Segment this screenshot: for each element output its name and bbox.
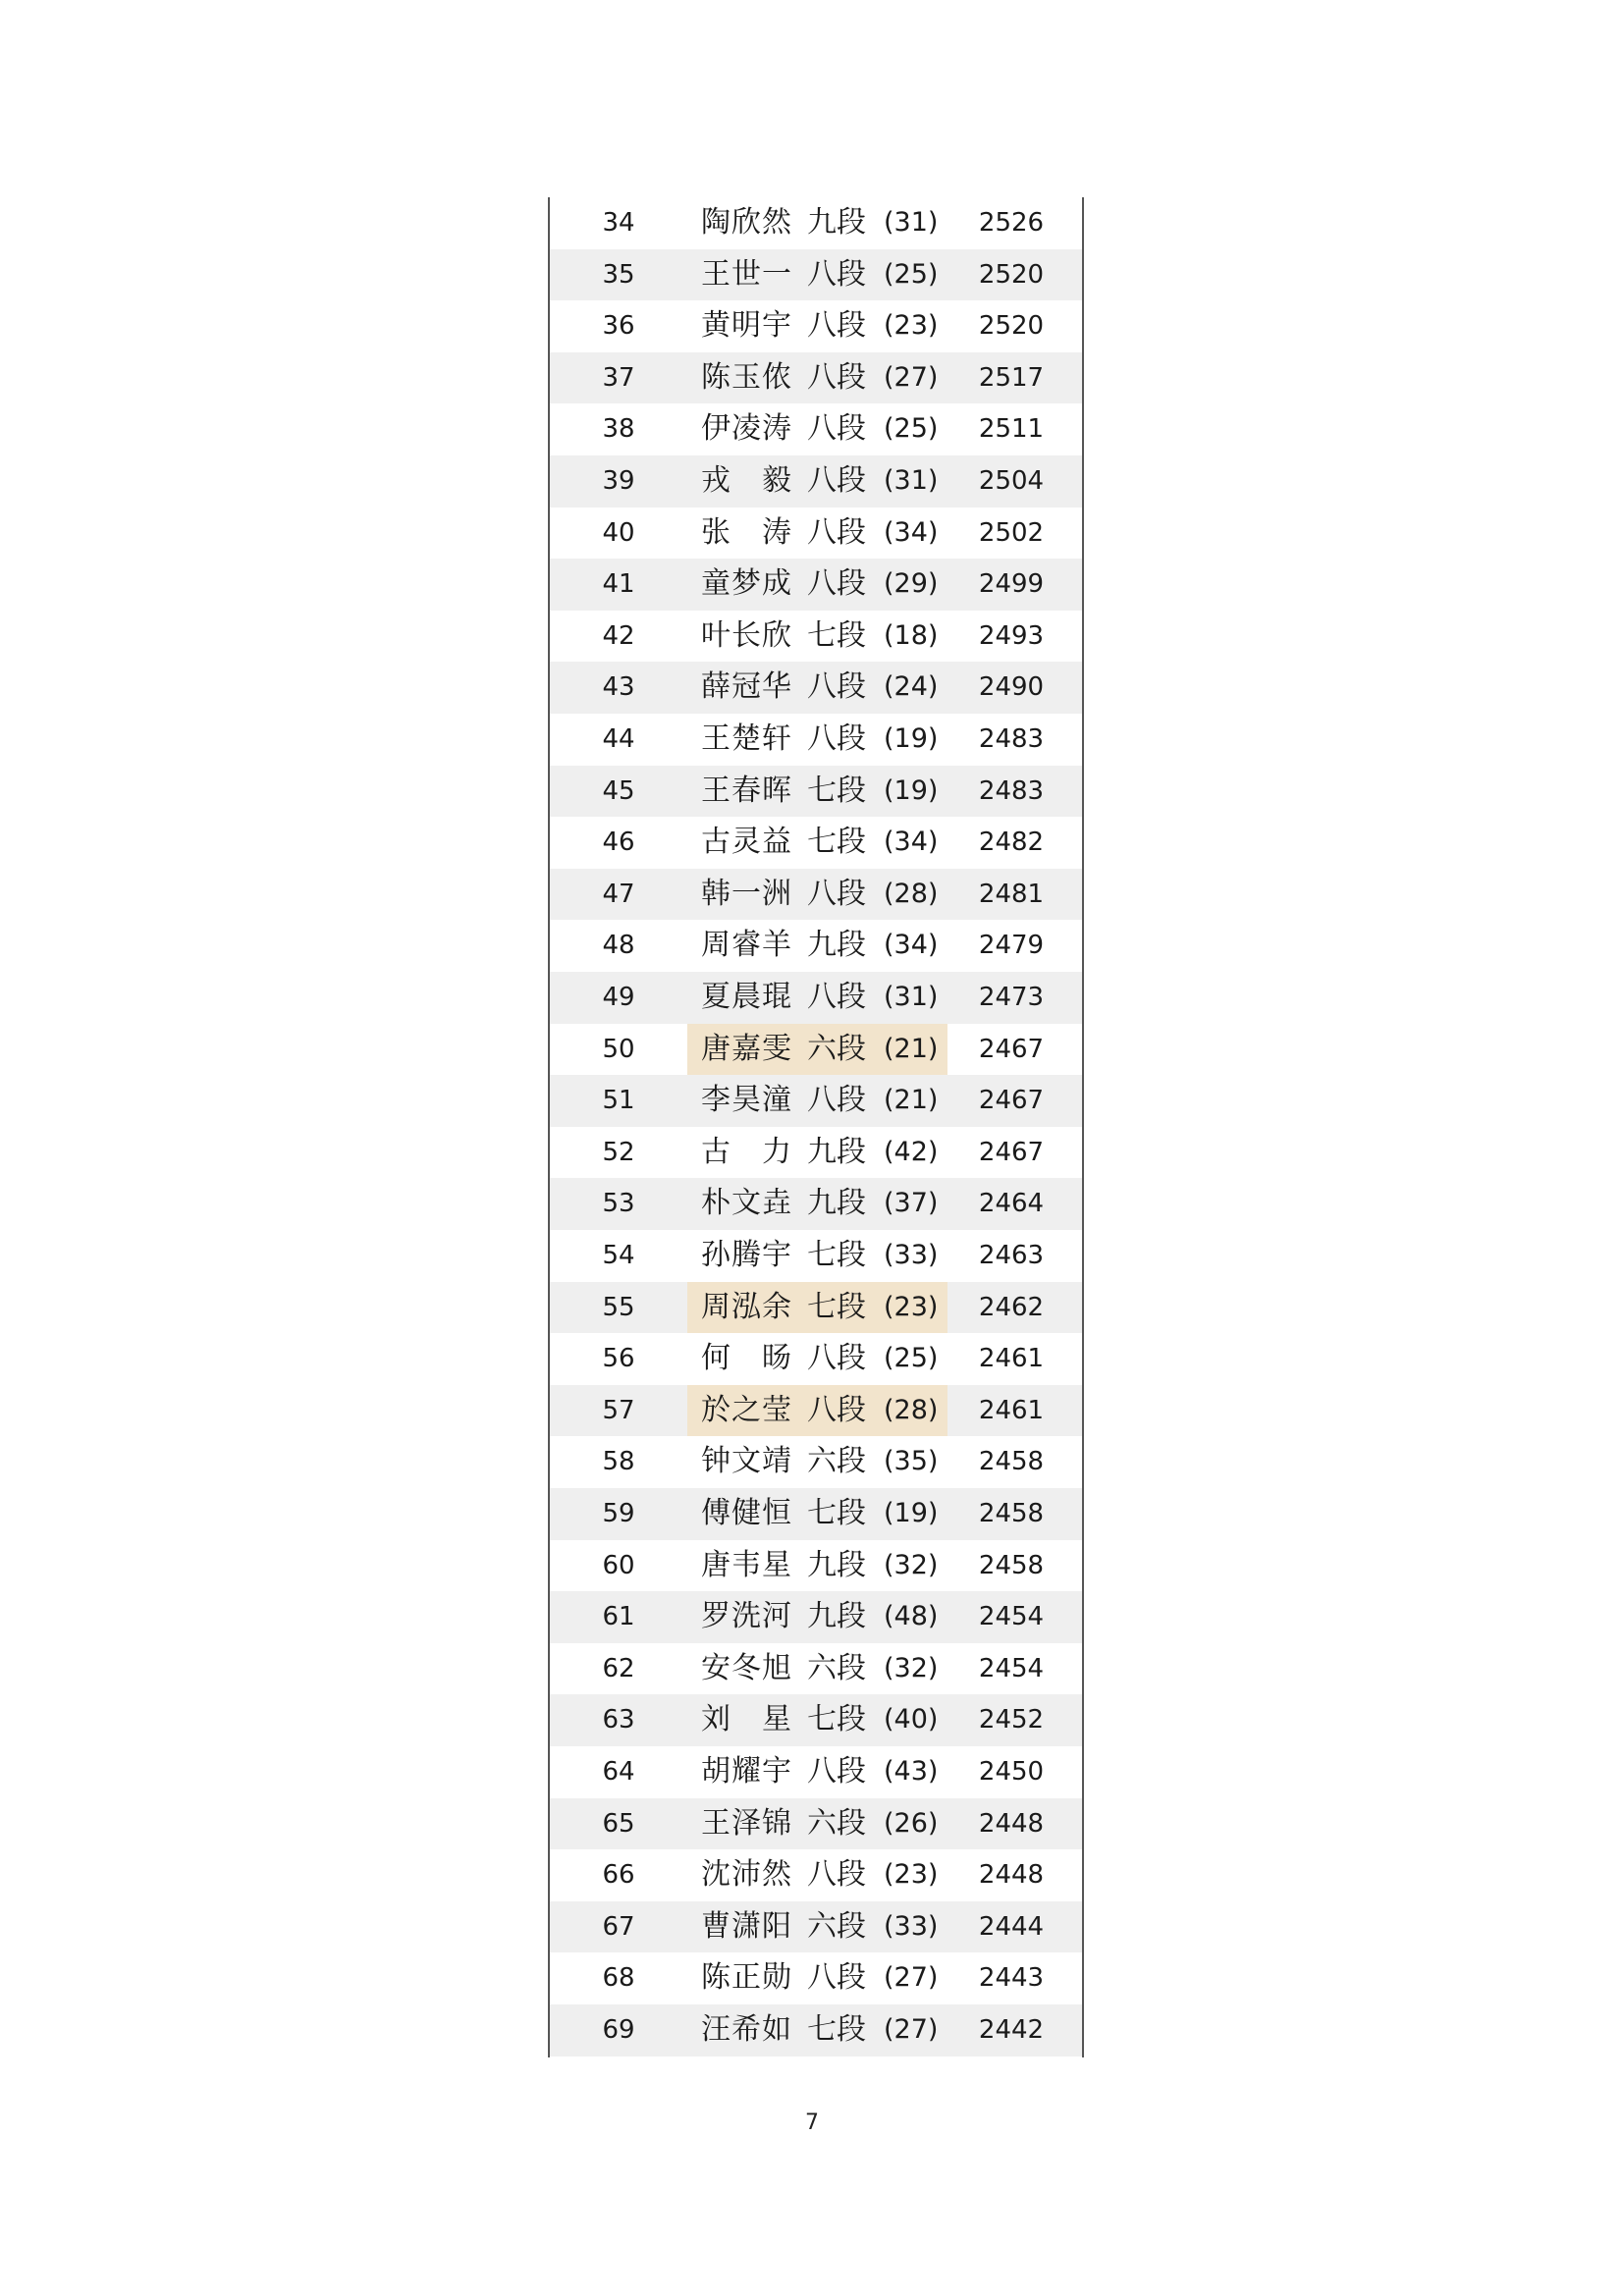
player-info <box>687 197 947 249</box>
player-name: 孙腾宇 <box>701 1238 791 1272</box>
rating-value: 2454 <box>978 1653 1045 1683</box>
dan-rank: 七段 <box>807 1238 866 1272</box>
player-age: (35) <box>884 1446 939 1477</box>
rank-cell: 41 <box>602 569 635 600</box>
rank-cell: 43 <box>602 672 635 703</box>
rating-value: 2464 <box>978 1189 1045 1219</box>
table-row <box>550 1436 1082 1488</box>
player-age: (42) <box>884 1136 939 1167</box>
rank-cell: 64 <box>602 1757 635 1787</box>
player-name: 童梦成 <box>701 566 791 602</box>
player-name: 胡耀宇 <box>701 1754 791 1789</box>
rating-value: 2479 <box>978 931 1045 961</box>
player-name: 伊凌涛 <box>701 411 791 447</box>
table-row <box>550 766 1082 818</box>
dan-rank: 八段 <box>807 514 866 550</box>
player-info <box>687 1901 947 1953</box>
player-name: 曹潇阳 <box>701 1908 791 1944</box>
table-row <box>550 1849 1082 1901</box>
player-info <box>687 662 947 714</box>
player-age: (21) <box>884 1033 939 1064</box>
player-info <box>687 1694 947 1746</box>
player-age: (32) <box>884 1549 939 1580</box>
rank-cell: 65 <box>602 1808 635 1839</box>
player-info <box>687 455 947 507</box>
table-row <box>550 1694 1082 1746</box>
table-row <box>550 559 1082 611</box>
table-row <box>550 611 1082 663</box>
dan-rank: 八段 <box>807 1960 866 1996</box>
player-age: (31) <box>884 207 939 238</box>
player-age: (25) <box>884 413 939 445</box>
rating-value: 2458 <box>978 1499 1045 1528</box>
dan-rank: 八段 <box>807 463 866 498</box>
rank-cell: 60 <box>602 1550 635 1580</box>
rating-value: 2473 <box>978 983 1045 1012</box>
player-name: 李昊潼 <box>701 1083 791 1118</box>
player-name: 沈沛然 <box>701 1857 791 1893</box>
player-info <box>687 1798 947 1850</box>
highlighted-player <box>687 1282 947 1334</box>
player-name: 安冬旭 <box>701 1650 791 1685</box>
table-row <box>550 1282 1082 1334</box>
rating-value: 2461 <box>978 1344 1045 1374</box>
player-age: (34) <box>884 930 939 961</box>
player-info <box>687 1591 947 1643</box>
table-row <box>550 972 1082 1024</box>
table-row <box>550 1333 1082 1385</box>
dan-rank: 九段 <box>807 205 866 240</box>
player-age: (43) <box>884 1756 939 1787</box>
rank-cell: 69 <box>602 2015 635 2045</box>
table-row <box>550 1385 1082 1437</box>
player-age: (32) <box>884 1652 939 1683</box>
rank-cell: 53 <box>602 1189 635 1219</box>
player-age: (31) <box>884 982 939 1012</box>
rank-cell: 37 <box>602 362 635 393</box>
table-row <box>550 2004 1082 2056</box>
player-info <box>687 1488 947 1540</box>
dan-rank: 六段 <box>807 1444 866 1479</box>
dan-rank: 八段 <box>807 1754 866 1789</box>
rank-cell: 63 <box>602 1705 635 1735</box>
player-age: (37) <box>884 1188 939 1219</box>
dan-rank: 八段 <box>807 1083 866 1118</box>
player-name: 王泽锦 <box>701 1805 791 1841</box>
dan-rank: 八段 <box>807 359 866 395</box>
rank-cell: 48 <box>602 931 635 961</box>
rank-cell: 66 <box>602 1860 635 1891</box>
player-age: (34) <box>884 827 939 858</box>
player-info <box>687 611 947 663</box>
rank-cell: 57 <box>602 1395 635 1425</box>
player-info <box>687 1849 947 1901</box>
player-age: (23) <box>884 310 939 342</box>
rating-value: 2442 <box>978 2015 1045 2045</box>
rank-cell: 50 <box>602 1034 635 1064</box>
player-info <box>687 300 947 352</box>
rank-cell: 55 <box>602 1292 635 1322</box>
player-name: 夏晨琨 <box>701 980 791 1014</box>
player-info <box>687 920 947 972</box>
player-name: 叶长欣 <box>701 617 791 653</box>
highlighted-player <box>687 1024 947 1076</box>
rating-value: 2458 <box>978 1550 1045 1580</box>
rating-value: 2520 <box>978 311 1045 342</box>
dan-rank: 八段 <box>807 308 866 344</box>
dan-rank: 七段 <box>807 1702 866 1737</box>
player-name: 王楚轩 <box>701 721 791 756</box>
rank-cell: 62 <box>602 1653 635 1683</box>
player-info <box>687 766 947 818</box>
player-age: (19) <box>884 774 939 806</box>
player-age: (28) <box>884 878 939 909</box>
dan-rank: 六段 <box>807 1908 866 1944</box>
player-name: 周泓余 <box>701 1289 791 1324</box>
dan-rank: 八段 <box>807 669 866 705</box>
rating-value: 2462 <box>978 1292 1045 1322</box>
player-info <box>687 1333 947 1385</box>
dan-rank: 七段 <box>807 825 866 860</box>
table-row <box>550 1178 1082 1230</box>
rank-cell: 58 <box>602 1447 635 1477</box>
rating-value: 2481 <box>978 879 1045 909</box>
player-name: 张涛 <box>701 514 791 550</box>
rank-cell: 49 <box>602 983 635 1012</box>
player-age: (34) <box>884 516 939 548</box>
player-info <box>687 1540 947 1592</box>
player-age: (25) <box>884 1343 939 1374</box>
player-name: 刘星 <box>701 1702 791 1737</box>
rating-value: 2511 <box>978 414 1045 445</box>
player-name: 黄明宇 <box>701 308 791 344</box>
table-row <box>550 920 1082 972</box>
dan-rank: 八段 <box>807 566 866 602</box>
table-row <box>550 1540 1082 1592</box>
rating-value: 2517 <box>978 362 1045 393</box>
player-age: (25) <box>884 258 939 290</box>
player-info <box>687 714 947 766</box>
table-row <box>550 1075 1082 1127</box>
rating-value: 2504 <box>978 466 1045 496</box>
rating-table <box>548 197 1084 2057</box>
rank-cell: 42 <box>602 620 635 651</box>
player-age: (27) <box>884 1962 939 1994</box>
dan-rank: 七段 <box>807 1496 866 1530</box>
highlighted-player <box>687 1385 947 1437</box>
player-age: (28) <box>884 1394 939 1425</box>
rating-value: 2483 <box>978 724 1045 754</box>
player-info <box>687 249 947 301</box>
player-info <box>687 403 947 455</box>
player-name: 汪希如 <box>701 2012 791 2047</box>
player-age: (21) <box>884 1085 939 1116</box>
player-info <box>687 1952 947 2004</box>
player-info <box>687 1643 947 1695</box>
rank-cell: 38 <box>602 414 635 445</box>
dan-rank: 九段 <box>807 1547 866 1582</box>
player-age: (26) <box>884 1807 939 1839</box>
dan-rank: 七段 <box>807 1289 866 1324</box>
player-name: 於之莹 <box>701 1392 791 1427</box>
player-info <box>687 817 947 869</box>
table-row <box>550 1488 1082 1540</box>
table-row <box>550 507 1082 560</box>
player-name: 傅健恒 <box>701 1496 791 1530</box>
dan-rank: 八段 <box>807 256 866 292</box>
player-info <box>687 559 947 611</box>
page-number: 7 <box>805 2110 819 2135</box>
player-name: 古力 <box>701 1134 791 1169</box>
player-name: 陶欣然 <box>701 205 791 240</box>
table-row <box>550 869 1082 921</box>
rating-value: 2482 <box>978 828 1045 858</box>
player-info <box>687 1230 947 1282</box>
table-row <box>550 249 1082 301</box>
dan-rank: 六段 <box>807 1031 866 1066</box>
table-row <box>550 1591 1082 1643</box>
rating-value: 2443 <box>978 1963 1045 1994</box>
rating-value: 2454 <box>978 1602 1045 1632</box>
rating-value: 2452 <box>978 1705 1045 1735</box>
rank-cell: 44 <box>602 724 635 754</box>
player-age: (31) <box>884 465 939 496</box>
table-row <box>550 1746 1082 1798</box>
player-name: 古灵益 <box>701 825 791 860</box>
table-row <box>550 300 1082 352</box>
player-age: (27) <box>884 361 939 393</box>
player-name: 陈正勋 <box>701 1960 791 1996</box>
rating-value: 2490 <box>978 672 1045 703</box>
table-row <box>550 662 1082 714</box>
rank-cell: 36 <box>602 311 635 342</box>
rank-cell: 67 <box>602 1911 635 1942</box>
table-row <box>550 455 1082 507</box>
player-name: 王世一 <box>701 256 791 292</box>
rating-value: 2499 <box>978 569 1045 600</box>
rating-value: 2448 <box>978 1860 1045 1891</box>
rank-cell: 46 <box>602 828 635 858</box>
player-name: 钟文靖 <box>701 1444 791 1479</box>
rank-cell: 45 <box>602 775 635 806</box>
player-name: 唐韦星 <box>701 1547 791 1582</box>
table-row <box>550 1127 1082 1179</box>
rank-cell: 39 <box>602 466 635 496</box>
dan-rank: 八段 <box>807 980 866 1014</box>
dan-rank: 八段 <box>807 1857 866 1893</box>
player-age: (19) <box>884 723 939 754</box>
player-name: 罗洗河 <box>701 1599 791 1634</box>
rating-value: 2467 <box>978 1086 1045 1116</box>
rank-cell: 61 <box>602 1602 635 1632</box>
player-age: (33) <box>884 1240 939 1270</box>
dan-rank: 九段 <box>807 1134 866 1169</box>
player-info <box>687 1178 947 1230</box>
player-name: 陈玉侬 <box>701 359 791 395</box>
table-row <box>550 352 1082 404</box>
rating-value: 2461 <box>978 1395 1045 1425</box>
rating-value: 2483 <box>978 775 1045 806</box>
player-age: (24) <box>884 671 939 703</box>
table-row <box>550 1952 1082 2004</box>
rating-value: 2458 <box>978 1447 1045 1477</box>
rating-value: 2467 <box>978 1137 1045 1167</box>
rating-value: 2493 <box>978 620 1045 651</box>
dan-rank: 六段 <box>807 1650 866 1685</box>
rank-cell: 59 <box>602 1499 635 1528</box>
dan-rank: 八段 <box>807 1392 866 1427</box>
player-age: (33) <box>884 1910 939 1942</box>
dan-rank: 八段 <box>807 876 866 911</box>
table-row <box>550 1643 1082 1695</box>
dan-rank: 七段 <box>807 617 866 653</box>
table-row <box>550 714 1082 766</box>
dan-rank: 七段 <box>807 773 866 808</box>
rating-value: 2502 <box>978 517 1045 548</box>
player-name: 周睿羊 <box>701 928 791 963</box>
player-age: (18) <box>884 619 939 651</box>
rank-cell: 54 <box>602 1241 635 1270</box>
rank-cell: 51 <box>602 1086 635 1116</box>
table-row <box>550 1798 1082 1850</box>
player-info <box>687 1127 947 1179</box>
player-name: 戎毅 <box>701 463 791 498</box>
table-row <box>550 1024 1082 1076</box>
rank-cell: 35 <box>602 259 635 290</box>
table-row <box>550 403 1082 455</box>
dan-rank: 八段 <box>807 411 866 447</box>
player-info <box>687 352 947 404</box>
rank-cell: 40 <box>602 517 635 548</box>
player-info <box>687 1436 947 1488</box>
dan-rank: 八段 <box>807 1341 866 1376</box>
table-row <box>550 817 1082 869</box>
dan-rank: 九段 <box>807 928 866 963</box>
rating-value: 2463 <box>978 1241 1045 1270</box>
player-age: (23) <box>884 1291 939 1322</box>
player-info <box>687 869 947 921</box>
player-info <box>687 972 947 1024</box>
dan-rank: 九段 <box>807 1186 866 1221</box>
player-info <box>687 1075 947 1127</box>
dan-rank: 七段 <box>807 2012 866 2047</box>
rating-value: 2526 <box>978 208 1045 238</box>
rating-value: 2467 <box>978 1034 1045 1064</box>
player-name: 唐嘉雯 <box>701 1031 791 1066</box>
dan-rank: 九段 <box>807 1599 866 1634</box>
rank-cell: 52 <box>602 1137 635 1167</box>
player-name: 王春晖 <box>701 773 791 808</box>
player-age: (23) <box>884 1859 939 1891</box>
player-info <box>687 1746 947 1798</box>
dan-rank: 八段 <box>807 721 866 756</box>
player-age: (29) <box>884 568 939 600</box>
player-name: 薛冠华 <box>701 669 791 705</box>
rank-cell: 47 <box>602 879 635 909</box>
rating-value: 2444 <box>978 1911 1045 1942</box>
player-name: 朴文垚 <box>701 1186 791 1221</box>
player-info <box>687 507 947 560</box>
dan-rank: 六段 <box>807 1805 866 1841</box>
player-age: (27) <box>884 2014 939 2045</box>
player-name: 韩一洲 <box>701 876 791 911</box>
player-age: (48) <box>884 1601 939 1632</box>
player-info <box>687 2004 947 2056</box>
table-row <box>550 1230 1082 1282</box>
rank-cell: 68 <box>602 1963 635 1994</box>
rating-value: 2520 <box>978 259 1045 290</box>
table-row <box>550 1901 1082 1953</box>
player-age: (40) <box>884 1704 939 1735</box>
rank-cell: 34 <box>602 208 635 238</box>
player-name: 何旸 <box>701 1341 791 1376</box>
player-age: (19) <box>884 1498 939 1528</box>
rating-value: 2450 <box>978 1757 1045 1787</box>
rating-value: 2448 <box>978 1808 1045 1839</box>
table-row <box>550 197 1082 249</box>
rank-cell: 56 <box>602 1344 635 1374</box>
